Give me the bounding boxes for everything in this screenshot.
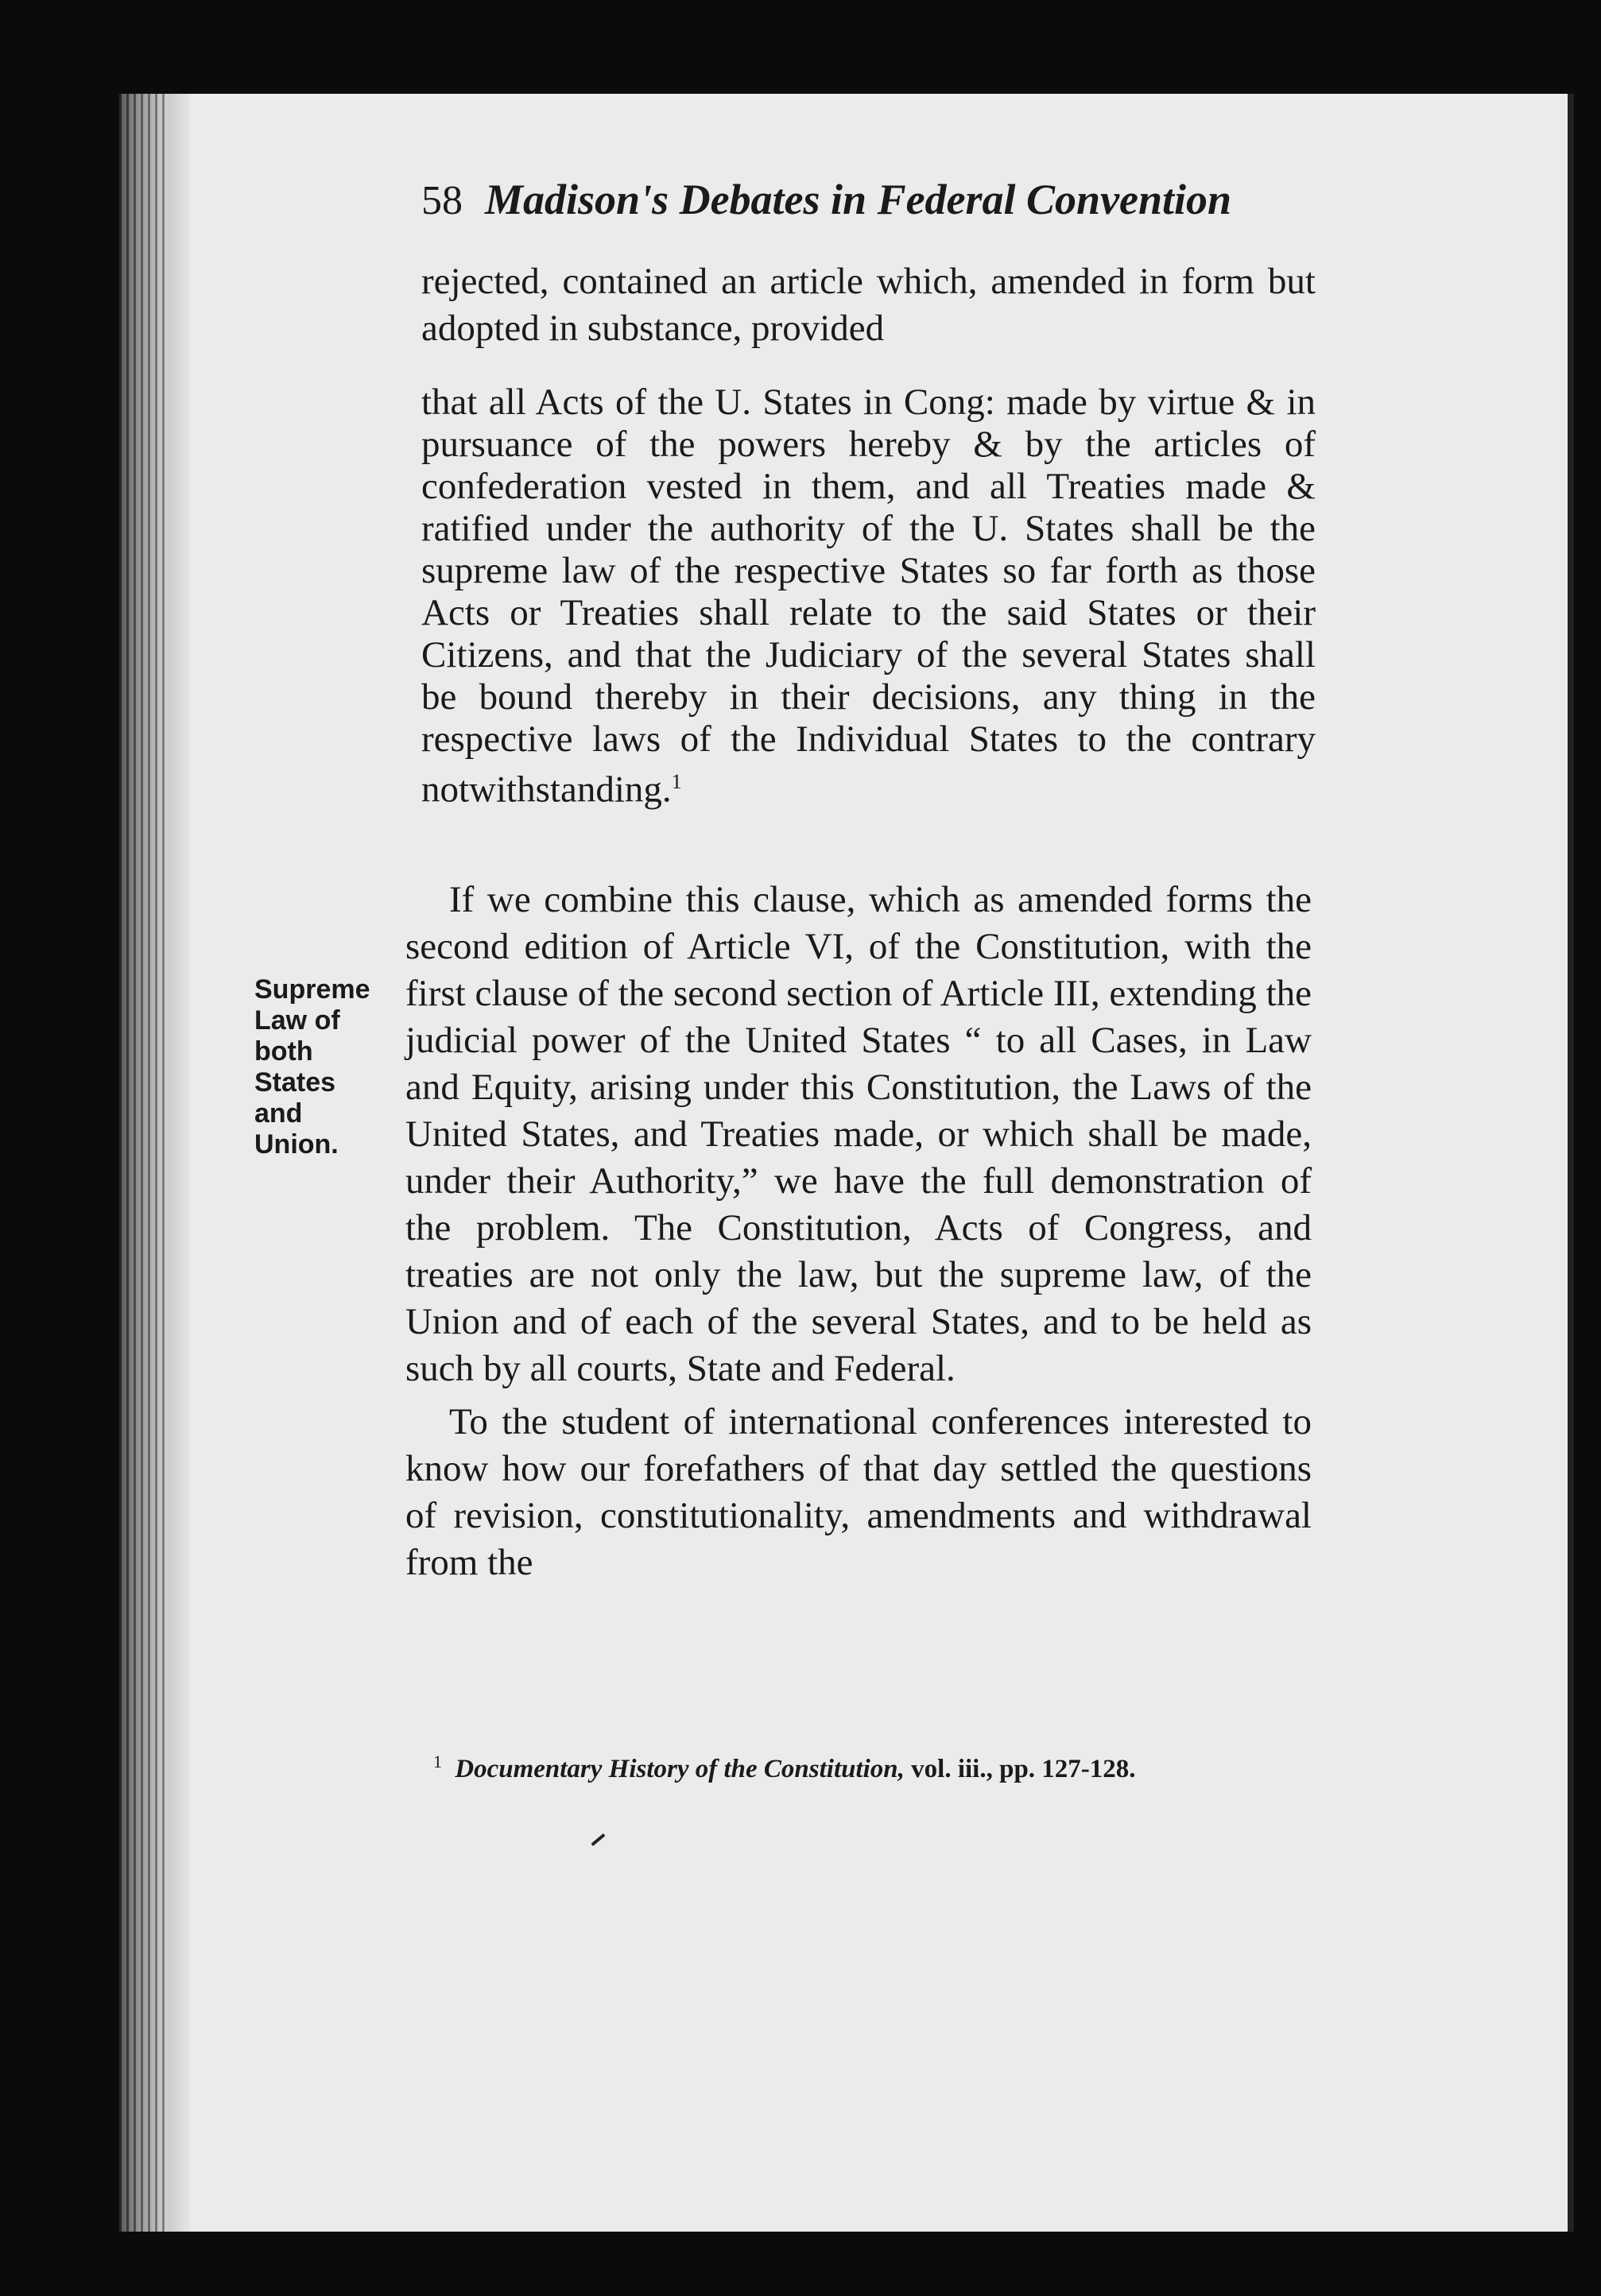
- paragraph-2-text: that all Acts of the U. States in Cong: made by virtue & in pursuance of the powers hereby & by the articles of confederation vested in them, and all Treaties made & ratified under the authority of the U. States shall be the supreme law of the respective States so far forth as those Acts or Treaties shall relate to the said States or their Citizens, and that the Judiciary of the several States shall be bound thereby in their decisions, any thing in the respective laws of the Individual States to the contrary notwithstanding.: [421, 381, 1316, 811]
- page-edges: [119, 94, 167, 2232]
- running-title: Madison's Debates in Federal Convention: [485, 176, 1232, 223]
- main-text: [405, 877, 1312, 1586]
- page-number: 58: [421, 178, 463, 223]
- facing-page-edge: [1568, 94, 1574, 2232]
- margin-note: [254, 974, 382, 1160]
- paragraph-continued: [421, 258, 1316, 352]
- footnote-reference: 1: [671, 770, 682, 793]
- footnote-marker: 1: [433, 1752, 442, 1771]
- footnote-work-title: Documentary History of the Constitution,: [455, 1755, 905, 1783]
- margin-note-line: Union.: [254, 1129, 339, 1160]
- margin-note-line: Supreme: [254, 974, 370, 1005]
- paragraph-1: rejected, contained an article which, amended in form but adopted in substance, provided: [421, 261, 1316, 349]
- paragraph-4: To the student of international conferences interested to know how our forefathers of that day settled the questions of revision, constitutionality, amendments and withdrawal from the: [405, 1401, 1312, 1583]
- footnote: [433, 1752, 1308, 1784]
- footnote-citation: vol. iii., pp. 127-128.: [911, 1755, 1136, 1783]
- margin-note-line: States: [254, 1067, 336, 1098]
- margin-note-line: and: [254, 1098, 303, 1129]
- paragraph-3: If we combine this clause, which as amended forms the second edition of Article VI, of the Constitution, with the first clause of the second section of Article III, extending the judicial power of the United States “ to all Cases, in Law and Equity, arising under this Constitution, the Laws of the United States, and Treaties made, or which shall be made, under their Authority,” we have the full demonstration of the problem. The Constitution, Acts of Congress, and treaties are not only the law, but the supreme law, of the Union and of each of the several States, and to be held as such by all courts, State and Federal.: [405, 879, 1312, 1389]
- margin-note-line: Law of: [254, 1005, 340, 1036]
- running-header: [421, 175, 1431, 254]
- margin-note-line: both: [254, 1036, 313, 1067]
- paragraph-2: [421, 381, 1316, 811]
- quoted-article: [421, 381, 1316, 811]
